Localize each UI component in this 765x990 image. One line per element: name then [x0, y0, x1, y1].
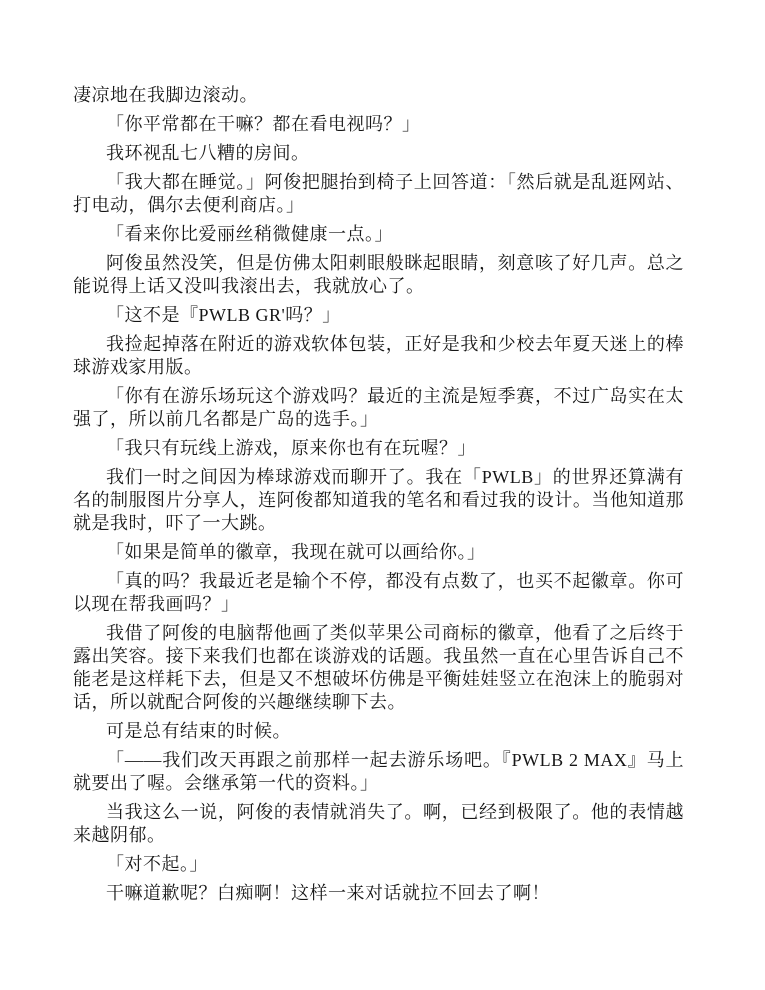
page-text-block	[73, 84, 684, 911]
paragraph-dialogue: 「——我们改天再跟之前那样一起去游乐场吧。『PWLB 2 MAX』马上就要出了喔。会继承第一代的资料。」	[73, 750, 684, 793]
paragraph-dialogue: 「对不起。」	[106, 854, 208, 874]
paragraph: 我们一时之间因为棒球游戏而聊开了。我在「PWLB」的世界还算满有名的制服图片分享人，连阿俊都知道我的笔名和看过我的设计。当他知道那就是我时，吓了一大跳。	[73, 467, 684, 533]
paragraph-dialogue: 「我只有玩线上游戏，原来你也有在玩喔？」	[106, 438, 476, 458]
paragraph: 我借了阿俊的电脑帮他画了类似苹果公司商标的徽章，他看了之后终于露出笑容。接下来我们也都在谈游戏的话题。我虽然一直在心里告诉自己不能老是这样耗下去，但是又不想破坏仿佛是平衡娃娃竖立在泡沫上的脆弱对话，所以就配合阿俊的兴趣继续聊下去。	[73, 623, 684, 712]
paragraph-dialogue: 「我大都在睡觉。」阿俊把腿抬到椅子上回答道：「然后就是乱逛网站、打电动，偶尔去便利商店。」	[73, 172, 684, 215]
paragraph: 我捡起掉落在附近的游戏软体包装，正好是我和少校去年夏天迷上的棒球游戏家用版。	[73, 334, 684, 377]
paragraph-dialogue: 「如果是简单的徽章，我现在就可以画给你。」	[106, 542, 486, 562]
paragraph-dialogue: 「这不是『PWLB GR'吗？」	[106, 305, 341, 325]
paragraph-dialogue: 「看来你比爱丽丝稍微健康一点。」	[106, 224, 393, 244]
paragraph-dialogue: 「你有在游乐场玩这个游戏吗？最近的主流是短季赛，不过广岛实在太强了，所以前几名都是广岛的选手。」	[73, 386, 684, 429]
paragraph-dialogue: 「你平常都在干嘛？都在看电视吗？」	[106, 114, 421, 134]
paragraph: 阿俊虽然没笑，但是仿佛太阳刺眼般眯起眼睛，刻意咳了好几声。总之能说得上话又没叫我滚出去，我就放心了。	[73, 253, 684, 296]
paragraph: 凄凉地在我脚边滚动。	[73, 85, 258, 105]
paragraph: 当我这么一说，阿俊的表情就消失了。啊，已经到极限了。他的表情越来越阴郁。	[73, 802, 684, 845]
paragraph: 我环视乱七八糟的房间。	[106, 143, 310, 163]
paragraph: 可是总有结束的时候。	[106, 721, 291, 741]
paragraph-dialogue: 「真的吗？我最近老是输个不停，都没有点数了，也买不起徽章。你可以现在帮我画吗？」	[73, 571, 684, 614]
paragraph: 干嘛道歉呢？白痴啊！这样一来对话就拉不回去了啊！	[106, 883, 550, 903]
